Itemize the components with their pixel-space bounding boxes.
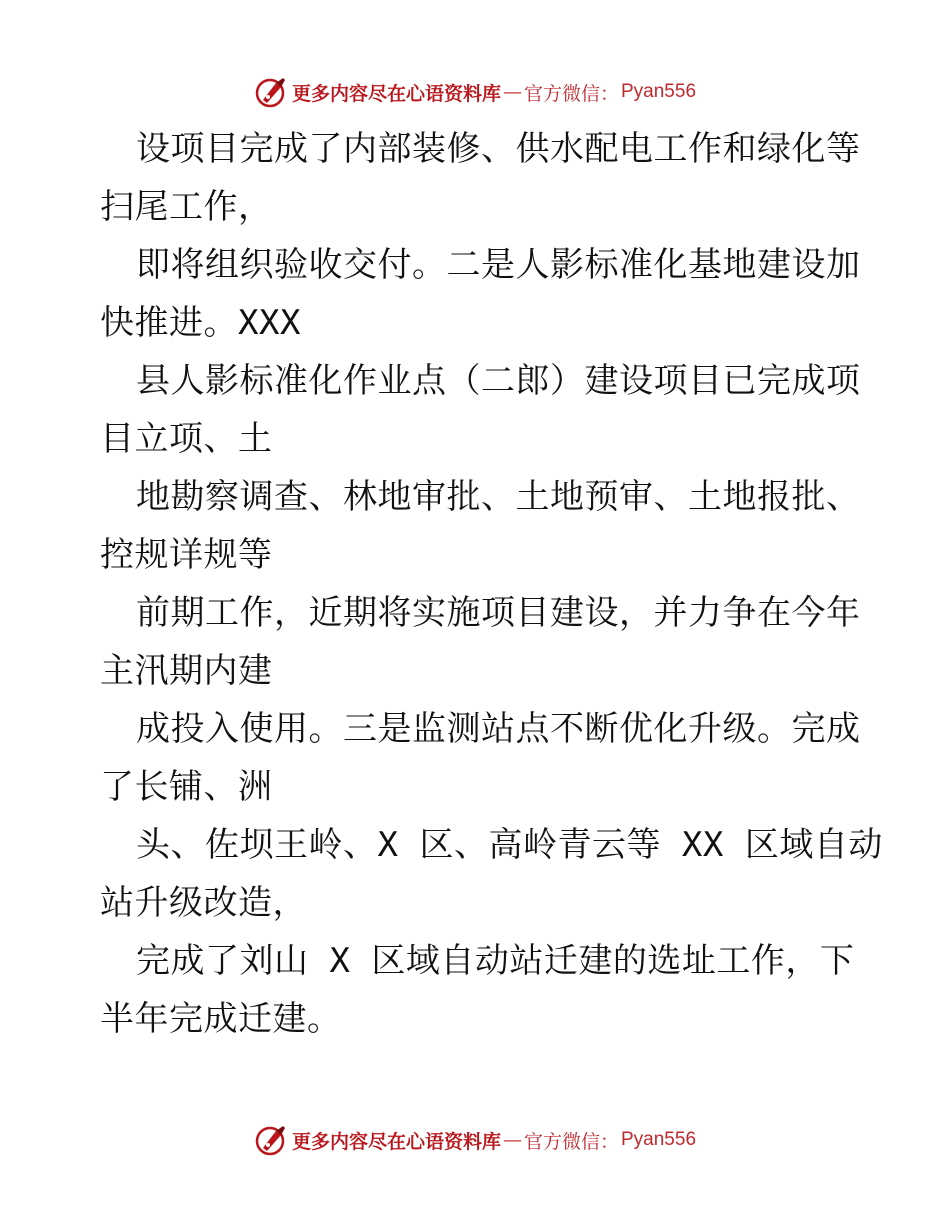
watermark-suffix: 官方微信： [523,1130,619,1153]
watermark-footer [0,1120,950,1160]
text-line: 完成了刘山 X 区域自动站迁建的选址工作，下 [136,941,855,981]
watermark-title: 更多内容尽在心语资料库 [291,82,501,105]
text-line: 控规详规等 [100,535,273,575]
watermark-dash: — [502,1129,522,1151]
text-line: 站升级改造， [100,883,307,923]
watermark-wechat-id: Pyan556 [621,1129,697,1150]
watermark-header [0,72,950,112]
text-line: 设项目完成了内部装修、供水配电工作和绿化等 [136,129,861,169]
text-line: 扫尾工作， [100,187,273,227]
watermark-dash: — [502,81,522,103]
text-line: 县人影标准化作业点（二郎）建设项目已完成项 [136,361,861,401]
text-line: 主汛期内建 [100,651,273,691]
watermark-suffix: 官方微信： [523,82,619,105]
text-line: 前期工作，近期将实施项目建设，并力争在今年 [136,593,861,633]
text-line: 头、佐坝王岭、X 区、高岭青云等 XX 区域自动 [136,825,883,865]
text-line: 即将组织验收交付。二是人影标准化基地建设加 [136,245,861,285]
pen-nib-logo-icon [254,75,288,109]
text-line: 了长铺、洲 [100,767,273,807]
text-line: 地勘察调查、林地审批、土地预审、土地报批、 [136,477,861,517]
text-line: 快推进。XXX [100,303,301,343]
text-line: 目立项、土 [100,419,273,459]
text-line: 成投入使用。三是监测站点不断优化升级。完成 [136,709,861,749]
watermark-title: 更多内容尽在心语资料库 [291,1130,501,1153]
pen-nib-logo-icon [254,1123,288,1157]
document-body [100,120,883,1048]
text-line: 半年完成迁建。 [100,999,342,1039]
watermark-wechat-id: Pyan556 [621,81,697,102]
